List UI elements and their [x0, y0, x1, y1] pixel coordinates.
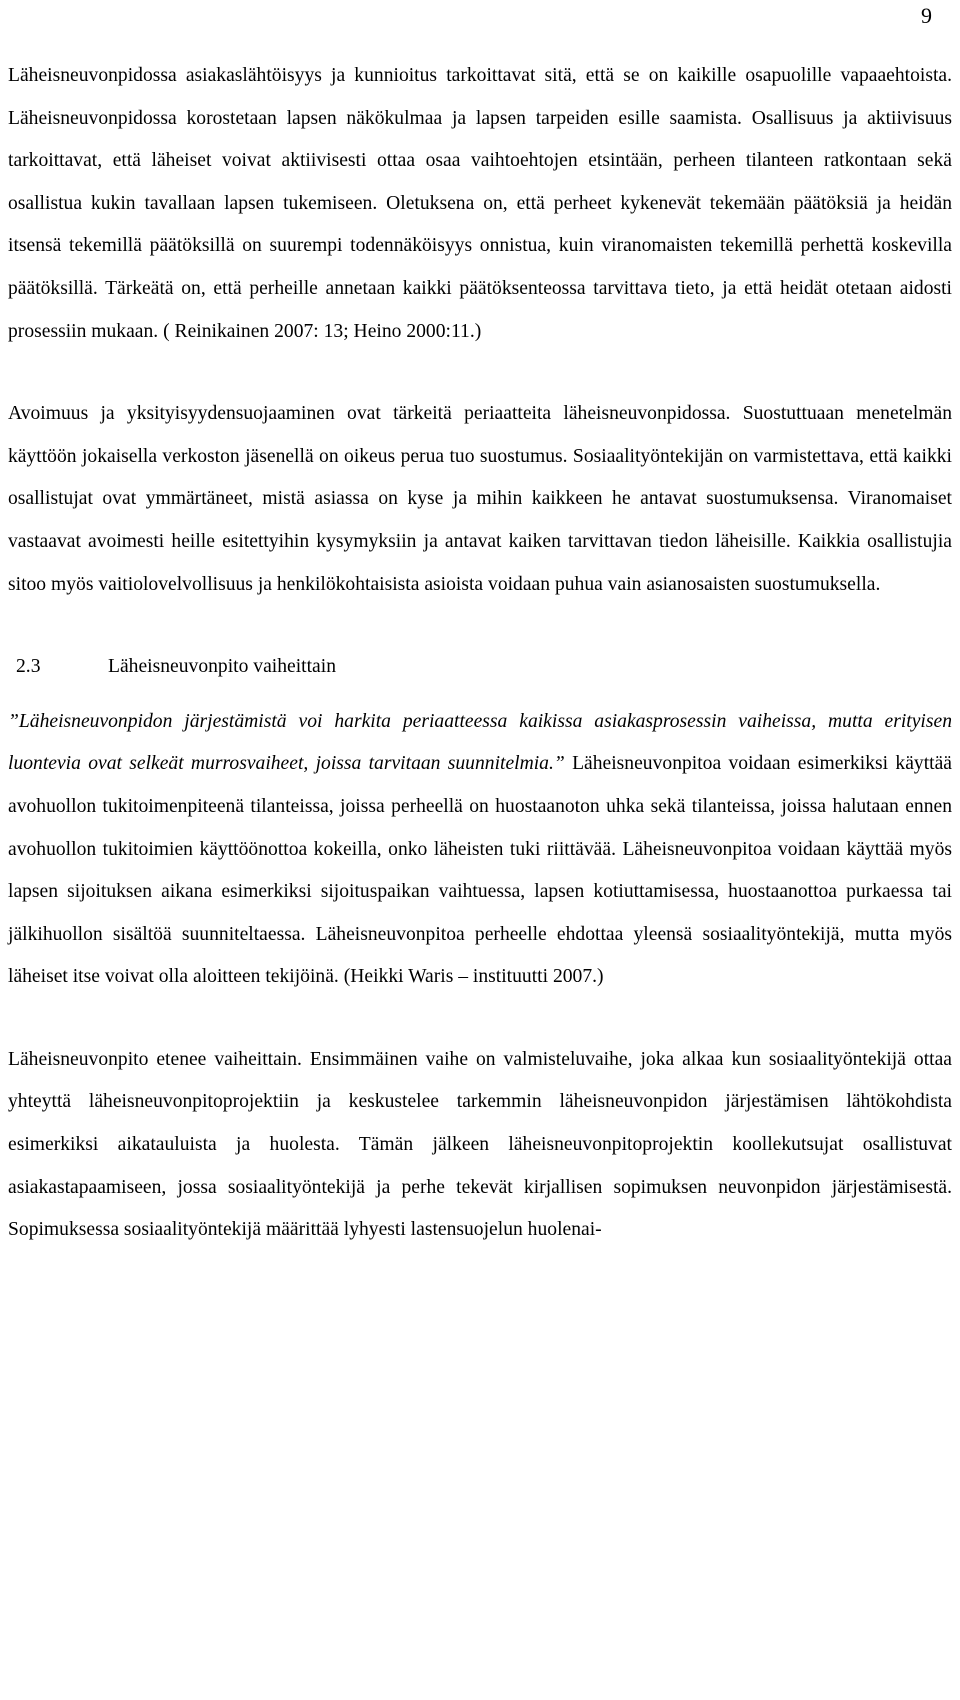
document-body [8, 55, 952, 1252]
section-title: Läheisneuvonpito vaiheittain [108, 656, 336, 678]
section-number: 2.3 [16, 656, 41, 678]
page-number: 9 [921, 3, 932, 28]
paragraph-when-to-use-text: Läheisneuvonpitoa voidaan esimerkiksi käyttää avohuollon tukitoimenpiteenä tilanteissa, joissa perheellä on huostaanoton uhka sekä tilanteissa, joissa halutaan ennen avohuollon tukitoimien käyttöönottoa kokeilla, onko läheisten tuki riittävää. Läheisneuvonpitoa voidaan käyttää myös lapsen sijoituksen aikana esimerkiksi sijoituspaikan vaihtuessa, lapsen kotiuttamisessa, huostaanottoa purkaessa tai jälkihuollon sisältöä suunniteltaessa. Läheisneuvonpitoa perheelle ehdottaa yleensä sosiaalityöntekijä, mutta myös läheiset itse voivat olla aloitteen tekijöinä. (Heikki Waris – instituutti 2007.) [8, 753, 952, 988]
paragraph-openness: Avoimuus ja yksityisyydensuojaaminen ovat tärkeitä periaatteita läheisneuvonpidossa. Suostuttuaan menetelmän käyttöön jokaisella verkoston jäsenellä on oikeus perua tuo suostumus. Sosiaalityöntekijän on varmistettava, että kaikki osallistujat ovat ymmärtäneet, mistä asiassa on kyse ja mihin kaikkeen he antavat suostumuksensa. Viranomaiset vastaavat avoimesti heille esitettyihin kysymyksiin ja antavat kaiken tarvittavan tiedon läheisille. Kaikkia osallistujia sitoo myös vaitiolovelvollisuus ja henkilökohtaisista asioista voidaan puhua vain asianosaisten suostumuksella. [8, 403, 952, 595]
paragraph-when-to-use [8, 701, 952, 999]
paragraph-participation: Läheisneuvonpidossa asiakaslähtöisyys ja kunnioitus tarkoittavat sitä, että se on kaikille osapuolille vapaaehtoista. Läheisneuvonpidossa korostetaan lapsen näkökulmaa ja lapsen tarpeiden esille saamista. Osallisuus ja aktiivisuus tarkoittavat, että läheiset voivat aktiivisesti ottaa osaa vaihtoehtojen etsintään, perheen tilanteen ratkontaan sekä osallistua kukin tavallaan lapsen tukemiseen. Oletuksena on, että perheet kykenevät tekemään päätöksiä ja heidän itsensä tekemillä päätöksillä on suurempi todennäköisyys onnistua, kuin viranomaisten tekemillä perhettä koskevilla päätöksillä. Tärkeätä on, että perheille annetaan kaikki päätöksenteossa tarvittava tieto, ja että heidät otetaan aidosti prosessiin mukaan. ( Reinikainen 2007: 13; Heino 2000:11.) [8, 65, 952, 342]
paragraph-phases: Läheisneuvonpito etenee vaiheittain. Ensimmäinen vaihe on valmisteluvaihe, joka alkaa kun sosiaalityöntekijä ottaa yhteyttä läheisneuvonpitoprojektiin ja keskustelee tarkemmin läheisneuvonpidon järjestämisen lähtökohdista esimerkiksi aikatauluista ja huolesta. Tämän jälkeen läheisneuvonpitoprojektin koollekutsujat osallistuvat asiakastapaamiseen, jossa sosiaalityöntekijä ja perhe tekevät kirjallisen sopimuksen neuvonpidon järjestämisestä. Sopimuksessa sosiaalityöntekijä määrittää lyhyesti lastensuojelun huolenai- [8, 1048, 952, 1241]
section-heading [8, 646, 952, 689]
quote-text: ”Läheisneuvonpidon järjestämistä voi harkita periaatteessa kaikissa asiakasprosessin vaiheissa, mutta erityisen luontevia ovat selkeät murrosvaiheet, joissa tarvitaan suunnitelmia.” [8, 710, 952, 775]
